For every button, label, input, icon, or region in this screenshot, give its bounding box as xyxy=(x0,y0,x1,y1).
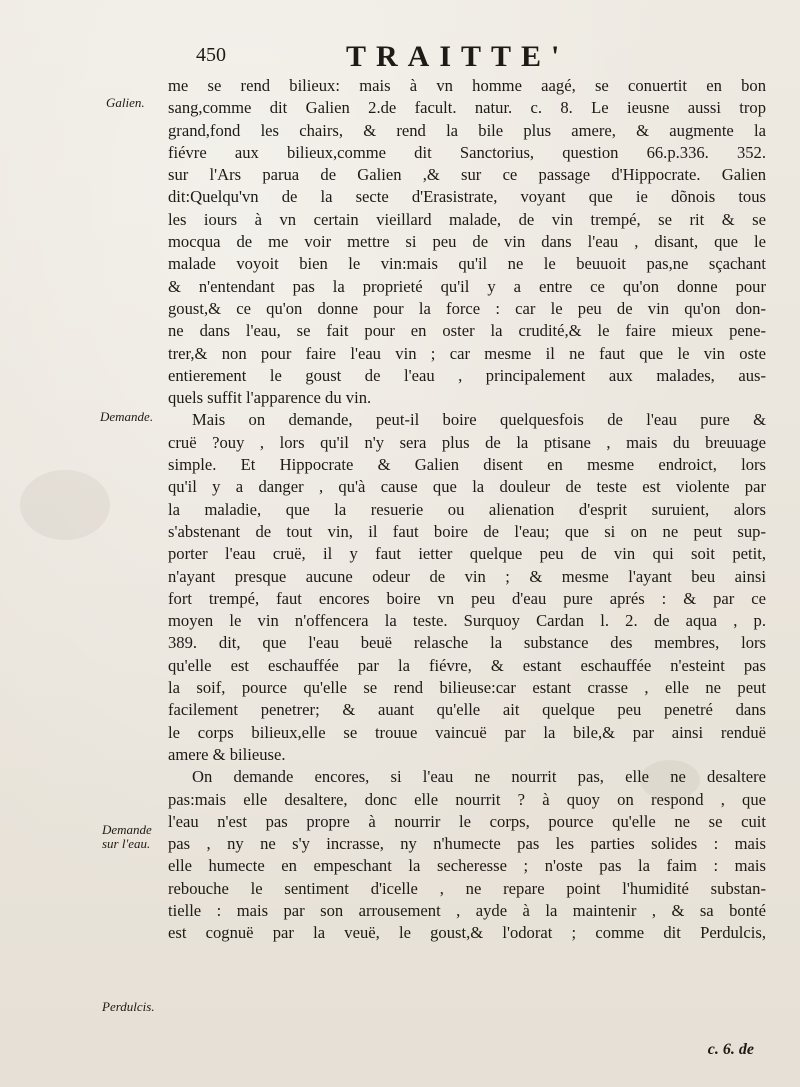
catchword: c. 6. de xyxy=(707,1041,754,1058)
paper-stain xyxy=(20,470,110,540)
text-line: grand,fond les chairs, & rend la bile plus amere, & augmente la xyxy=(168,120,766,140)
margin-note-galien: Galien. xyxy=(106,95,145,110)
text-line: rebouche le sentiment d'icelle , ne repare point l'humidité substan- xyxy=(168,878,766,898)
text-line: porter l'eau cruë, il y faut ietter quelque peu de vin qui soit petit, xyxy=(168,544,766,564)
text-line: simple. Et Hippocrate & Galien disent en mesme endroict, lors xyxy=(168,455,766,475)
text-line: pas , ny ne s'y incrasse, ny n'humecte pas les parties solides : mais xyxy=(168,834,766,854)
text-line: qu'elle est eschauffée par la fiévre, & estant eschauffée n'esteint pas xyxy=(168,655,766,675)
margin-note-sur-leau-label: sur l'eau. xyxy=(102,836,151,851)
text-line: est cognuë par la veuë, le goust,& l'odorat ; comme dit Perdulcis, xyxy=(168,923,766,943)
text-line: 389. dit, que l'eau beuë relasche la substance des membres, lors xyxy=(168,633,766,653)
text-line: la soif, pource qu'elle se rend bilieuse:car estant crasse , elle ne peut xyxy=(168,678,766,698)
text-line: la maladie, que la resuerie ou alienation d'esprit suruient, alors xyxy=(168,499,766,519)
text-line: quels suffit l'apparence du vin. xyxy=(168,388,372,408)
text-line: s'abstenant de tout vin, il faut boire de l'eau; que si on ne peut sup- xyxy=(168,521,766,541)
text-line: fort trempé, faut encores boire vn peu d'eau pure aprés : & par ce xyxy=(168,588,766,608)
text-line: les iours à vn certain vieillard malade, de vin trempé, se rit & se xyxy=(168,209,766,229)
text-line: malade voyoit bien le vin:mais qu'il ne le beuuoit pas,ne sçachant xyxy=(168,254,766,274)
margin-note-perdulcis: Perdulcis. xyxy=(102,999,155,1014)
text-line: tielle : mais par son arrousement , ayde à la maintenir , & sa bonté xyxy=(168,900,766,920)
margin-note-demande-sur-leau xyxy=(102,823,172,851)
page-header xyxy=(196,40,766,74)
running-title: TRAITTE' xyxy=(346,40,570,73)
text-line: Mais on demande, peut-il boire quelquesfois de l'eau pure & xyxy=(192,410,766,430)
margin-note-demande-label: Demande xyxy=(102,822,152,837)
text-line: elle humecte en empeschant la secheresse ; n'oste pas la faim : mais xyxy=(168,856,766,876)
body-text xyxy=(168,75,766,945)
margin-note-demande: Demande. xyxy=(100,409,154,424)
page-number: 450 xyxy=(196,44,226,66)
text-line: le corps bilieux,elle se trouue vaincuë par la bile,& par ainsi renduë xyxy=(168,722,766,742)
text-line: me se rend bilieux: mais à vn homme aagé, se conuertit en bon xyxy=(168,76,766,95)
text-line: cruë ?ouy , lors qu'il n'y sera plus de la ptisane , mais du breuuage xyxy=(168,432,766,452)
text-line: goust,& ce qu'on donne pour la force : car le peu de vin qu'on don- xyxy=(168,298,766,318)
text-line: entierement le goust de l'eau , principalement aux malades, aus- xyxy=(168,365,766,385)
text-line: facilement penetrer; & auant qu'elle ait quelque peu penetré dans xyxy=(168,700,766,720)
text-line: amere & bilieuse. xyxy=(168,744,286,764)
text-line: mocqua de me voir mettre si peu de vin dans l'eau , disant, que le xyxy=(168,232,766,252)
text-line: n'ayant presque aucune odeur de vin ; & mesme l'ayant beu ainsi xyxy=(168,566,766,586)
text-line: fiévre aux bilieux,comme dit Sanctorius, question 66.p.336. 352. xyxy=(168,142,766,162)
text-line: qu'il y a danger , qu'à cause que la douleur de teste est violente par xyxy=(168,477,766,497)
text-line: trer,& non pour faire l'eau vin ; car mesme il ne faut que le vin oste xyxy=(168,343,766,363)
text-line: moyen le vin n'offencera la teste. Surquoy Cardan l. 2. de aqua , p. xyxy=(168,611,766,631)
text-line: sur l'Ars parua de Galien ,& sur ce passage d'Hippocrate. Galien xyxy=(168,165,766,185)
text-line: dit:Quelqu'vn de la secte d'Erasistrate, voyant que ie dõnois tous xyxy=(168,187,766,207)
text-line: & n'entendant pas la proprieté qu'il y a entre ce qu'on donne pour xyxy=(168,276,766,296)
text-line: pas:mais elle desaltere, donc elle nourrit ? à quoy on respond , que xyxy=(168,789,766,809)
text-line: l'eau n'est pas propre à nourrir le corps, pource qu'elle ne se cuit xyxy=(168,811,766,831)
text-line: On demande encores, si l'eau ne nourrit pas, elle ne desaltere xyxy=(192,767,766,787)
text-line: ne dans l'eau, se fait pour en oster la crudité,& le faire mieux pene- xyxy=(168,321,766,341)
text-line: sang,comme dit Galien 2.de facult. natur. c. 8. Le ieusne aussi trop xyxy=(168,98,766,118)
